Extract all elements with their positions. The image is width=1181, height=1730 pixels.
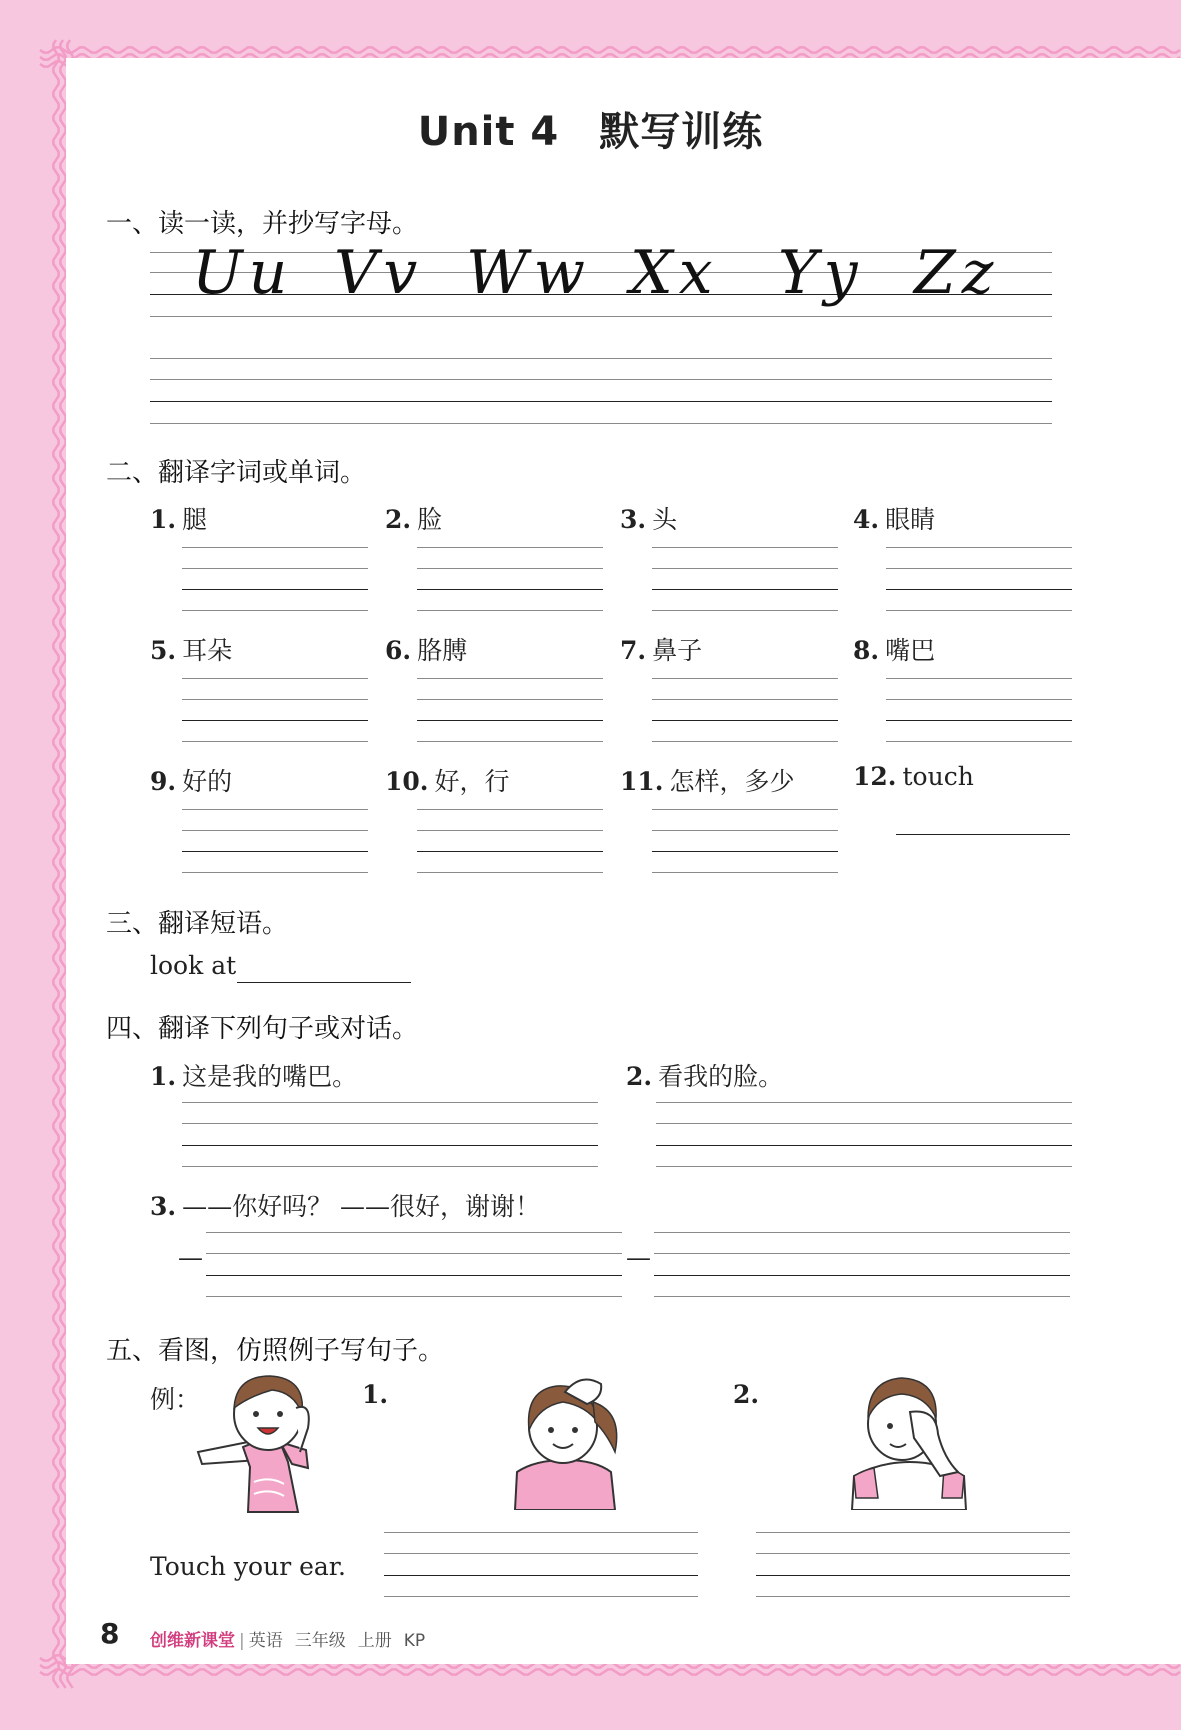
picture-number-2: 2. (733, 1380, 760, 1409)
vocab-item (150, 762, 232, 798)
title-text: 默写训练 (599, 109, 764, 155)
vocab-number: 9. (150, 767, 177, 796)
writing-line[interactable] (654, 1232, 1070, 1233)
writing-line[interactable] (652, 872, 838, 873)
writing-line[interactable] (886, 568, 1072, 569)
writing-line[interactable] (654, 1253, 1070, 1254)
writing-line[interactable] (417, 610, 603, 611)
writing-line[interactable] (656, 1102, 1072, 1103)
footer-brand: 创维新课堂 (150, 1631, 235, 1651)
writing-line[interactable] (417, 720, 603, 721)
dialogue-dash: — (178, 1243, 203, 1272)
writing-line[interactable] (652, 809, 838, 810)
writing-line[interactable] (182, 830, 368, 831)
question-text: ——你好吗？ ——很好，谢谢！ (182, 1192, 541, 1221)
letter-pair: Zz (914, 238, 1000, 308)
vocab-number: 10. (385, 767, 429, 796)
writing-line[interactable] (886, 699, 1072, 700)
picture-number-1: 1. (362, 1380, 389, 1409)
writing-line[interactable] (182, 547, 368, 548)
vocab-number: 12. (853, 762, 897, 791)
section-4-title: 四、翻译下列句子或对话。 (106, 1014, 419, 1044)
writing-line[interactable] (417, 547, 603, 548)
writing-line (150, 379, 1052, 380)
writing-line[interactable] (206, 1253, 622, 1254)
girl-touching-head-illustration (495, 1372, 635, 1510)
example-label: 例： (150, 1385, 201, 1414)
vocab-text: 头 (652, 505, 678, 534)
vocab-text: 耳朵 (182, 636, 233, 665)
writing-line[interactable] (417, 678, 603, 679)
question-1 (150, 1057, 357, 1093)
writing-line[interactable] (652, 741, 838, 742)
writing-line[interactable] (886, 678, 1072, 679)
writing-line[interactable] (384, 1596, 698, 1597)
unit-label: Unit 4 (417, 109, 560, 155)
writing-line (150, 401, 1052, 402)
footer-edition: KP (403, 1631, 426, 1651)
writing-line[interactable] (654, 1275, 1070, 1276)
vocab-item (853, 631, 935, 667)
page-title (0, 100, 1181, 157)
vocab-text: 胳膊 (417, 636, 468, 665)
writing-line[interactable] (656, 1145, 1072, 1146)
letter-pair: Ww (466, 238, 592, 308)
writing-line (150, 316, 1052, 317)
writing-line[interactable] (756, 1575, 1070, 1576)
vocab-item (620, 500, 677, 536)
question-text: 看我的脸。 (658, 1062, 784, 1091)
writing-line[interactable] (886, 610, 1072, 611)
writing-line (150, 358, 1052, 359)
example-sentence: Touch your ear. (150, 1552, 346, 1581)
letter-pair: Yy (778, 238, 864, 308)
writing-line[interactable] (182, 1123, 598, 1124)
vocab-text: 好的 (182, 767, 233, 796)
writing-line[interactable] (656, 1123, 1072, 1124)
dialogue-dash: — (626, 1243, 651, 1272)
writing-line[interactable] (417, 830, 603, 831)
writing-line[interactable] (652, 547, 838, 548)
writing-line[interactable] (417, 568, 603, 569)
question-2 (626, 1057, 783, 1093)
vocab-number: 5. (150, 636, 177, 665)
writing-line[interactable] (417, 872, 603, 873)
writing-line[interactable] (182, 568, 368, 569)
vocab-item (853, 762, 974, 791)
vocab-item (620, 631, 702, 667)
writing-line[interactable] (182, 809, 368, 810)
vocab-text: 腿 (182, 505, 208, 534)
writing-line[interactable] (652, 830, 838, 831)
vocab-number: 7. (620, 636, 647, 665)
writing-line[interactable] (182, 741, 368, 742)
vocab-number: 8. (853, 636, 880, 665)
writing-line[interactable] (417, 589, 603, 590)
writing-line[interactable] (652, 589, 838, 590)
vocab-number: 6. (385, 636, 412, 665)
writing-line[interactable] (656, 1166, 1072, 1167)
vocab-item (150, 631, 232, 667)
writing-line[interactable] (182, 678, 368, 679)
writing-line[interactable] (182, 1145, 598, 1146)
vocab-number: 11. (620, 767, 664, 796)
footer-separator: | (239, 1631, 245, 1651)
footer-subject: 英语 (248, 1631, 283, 1651)
writing-line[interactable] (182, 851, 368, 852)
writing-line[interactable] (756, 1553, 1070, 1554)
writing-line[interactable] (417, 851, 603, 852)
question-text: 这是我的嘴巴。 (182, 1062, 358, 1091)
vocab-text: 眼睛 (885, 505, 936, 534)
writing-line[interactable] (886, 720, 1072, 721)
answer-line[interactable] (237, 982, 411, 983)
question-number: 3. (150, 1192, 177, 1221)
vocab-item (385, 631, 467, 667)
writing-line[interactable] (206, 1275, 622, 1276)
writing-line[interactable] (384, 1575, 698, 1576)
writing-line[interactable] (652, 568, 838, 569)
section-2-title: 二、翻译字词或单词。 (106, 458, 367, 488)
writing-line[interactable] (182, 699, 368, 700)
writing-line[interactable] (182, 872, 368, 873)
footer-info (150, 1626, 425, 1651)
vocab-number: 2. (385, 505, 412, 534)
vocab-item (385, 500, 442, 536)
vocab-text: 怎样，多少 (669, 767, 795, 796)
writing-line[interactable] (756, 1532, 1070, 1533)
boy-touching-ear-illustration (188, 1372, 338, 1518)
writing-line[interactable] (384, 1532, 698, 1533)
writing-line[interactable] (182, 589, 368, 590)
vocab-text: 鼻子 (652, 636, 703, 665)
page-number: 8 (100, 1617, 120, 1650)
question-3 (150, 1187, 540, 1223)
footer-term: 上册 (357, 1631, 392, 1651)
answer-line[interactable] (896, 834, 1070, 835)
section-1-title: 一、读一读，并抄写字母。 (106, 209, 419, 239)
writing-line[interactable] (654, 1296, 1070, 1297)
section-3-title: 三、翻译短语。 (106, 909, 289, 939)
writing-line[interactable] (182, 720, 368, 721)
vocab-text: 好，行 (434, 767, 510, 796)
writing-line[interactable] (182, 610, 368, 611)
vocab-number: 3. (620, 505, 647, 534)
writing-line[interactable] (652, 610, 838, 611)
letter-pair: Uu (192, 238, 294, 308)
letter-pair: Vv (334, 238, 424, 308)
section-5-title: 五、看图，仿照例子写句子。 (106, 1336, 445, 1366)
vocab-number: 4. (853, 505, 880, 534)
writing-line (150, 423, 1052, 424)
writing-line[interactable] (652, 851, 838, 852)
writing-line[interactable] (652, 678, 838, 679)
writing-line[interactable] (206, 1296, 622, 1297)
writing-line[interactable] (886, 589, 1072, 590)
writing-line[interactable] (886, 547, 1072, 548)
writing-line[interactable] (652, 720, 838, 721)
vocab-item (853, 500, 935, 536)
writing-line[interactable] (756, 1596, 1070, 1597)
vocab-item (385, 762, 510, 798)
boy-covering-eye-illustration (840, 1372, 980, 1510)
vocab-item (150, 500, 207, 536)
vocab-item (620, 762, 795, 798)
writing-line[interactable] (417, 809, 603, 810)
vocab-text: 嘴巴 (885, 636, 936, 665)
writing-line[interactable] (417, 699, 603, 700)
writing-line[interactable] (417, 741, 603, 742)
writing-line[interactable] (886, 741, 1072, 742)
vocab-number: 1. (150, 505, 177, 534)
writing-line[interactable] (652, 699, 838, 700)
footer-grade: 三年级 (294, 1631, 346, 1651)
writing-line[interactable] (384, 1553, 698, 1554)
writing-line[interactable] (182, 1166, 598, 1167)
vocab-text: touch (902, 762, 974, 791)
phrase-text: look at (150, 951, 237, 980)
question-number: 1. (150, 1062, 177, 1091)
vocab-text: 脸 (417, 505, 443, 534)
writing-line[interactable] (182, 1102, 598, 1103)
letter-pair: Xx (630, 238, 719, 308)
writing-line[interactable] (206, 1232, 622, 1233)
question-number: 2. (626, 1062, 653, 1091)
